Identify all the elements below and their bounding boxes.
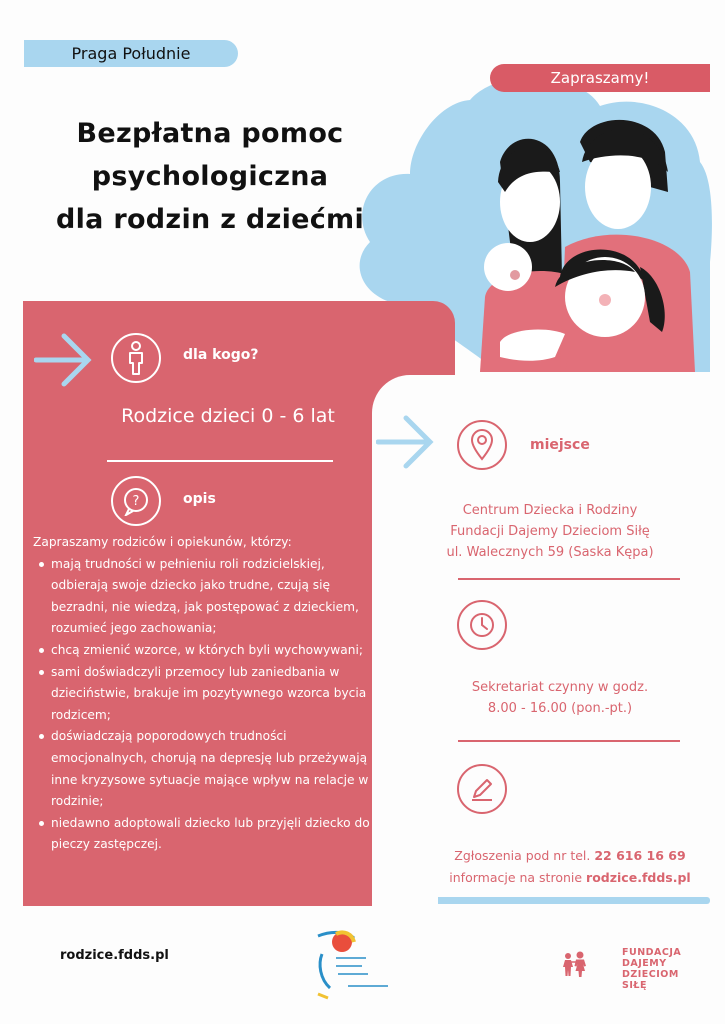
foundation-line: DZIECIOM [622,969,679,980]
hours-line: 8.00 - 16.00 (pon.-pt.) [487,701,633,716]
description-body [33,532,378,856]
contact-info [430,845,710,889]
title-line: psychologiczna [91,161,329,192]
divider [458,578,680,580]
footer-url[interactable]: rodzice.fdds.pl [60,948,169,963]
audience-text: Rodzice dzieci 0 - 6 lat [121,405,335,427]
location-pin-icon [457,420,507,470]
place-label: miejsce [530,437,590,453]
invite-badge: Zapraszamy! [490,64,710,92]
audience-label: dla kogo? [183,347,259,363]
partner-logo [308,924,404,1000]
foundation-line: DAJEMY [622,958,667,969]
divider [107,460,333,462]
list-item: niedawno adoptowali dziecko lub przyjęli dziecko do pieczy zastępczej. [33,813,378,856]
list-item: doświadczają poporodowych trudności emocjonalnych, chorują na depresję lub przeżywają inne kryzysowe sytuacje mające wpływ na relacje w rodzinie; [33,726,378,812]
divider [458,740,680,742]
place-address [430,500,670,563]
place-line: ul. Walecznych 59 (Saska Kępa) [446,545,654,560]
svg-text:?: ? [132,494,140,509]
pencil-icon [457,764,507,814]
foundation-name [622,947,702,991]
arrow-right-icon [34,330,92,390]
criteria-list [33,554,378,856]
foundation-logo [560,936,620,992]
foundation-line: SIŁĘ [622,980,647,991]
title-line: dla rodzin z dziećmi [55,204,365,235]
phone-number[interactable]: 22 616 16 69 [594,848,686,863]
question-bubble-icon [111,476,161,526]
foundation-line: FUNDACJA [622,947,682,958]
website-link[interactable]: rodzice.fdds.pl [586,870,691,885]
list-item: mają trudności w pełnieniu roli rodzicielskiej, odbierają swoje dziecko jako trudne, czują się bezradni, nie wiedzą, jak postępować z dzieckiem, rozumieć jego zachowania; [33,554,378,640]
description-label: opis [183,491,216,507]
person-icon [111,333,161,383]
clock-icon [457,600,507,650]
list-item: sami doświadczyli przemocy lub zaniedbania w dzieciństwie, brakuje im pozytywnego wzorca bycia rodzicem; [33,662,378,727]
blue-rule [438,897,710,904]
office-hours [440,677,680,719]
web-prefix: informacje na stronie [449,870,583,885]
description-intro: Zapraszamy rodziców i opiekunów, którzy: [33,535,292,549]
page-title [30,112,390,241]
district-label: Praga Południe [24,40,238,67]
list-item: chcą zmienić wzorce, w których byli wychowywani; [33,640,378,662]
phone-prefix: Zgłoszenia pod nr tel. [454,848,591,863]
title-line: Bezpłatna pomoc [76,118,344,149]
place-line: Centrum Dziecka i Rodziny [462,503,638,518]
hours-line: Sekretariat czynny w godz. [471,680,649,695]
place-line: Fundacji Dajemy Dzieciom Siłę [450,524,650,539]
